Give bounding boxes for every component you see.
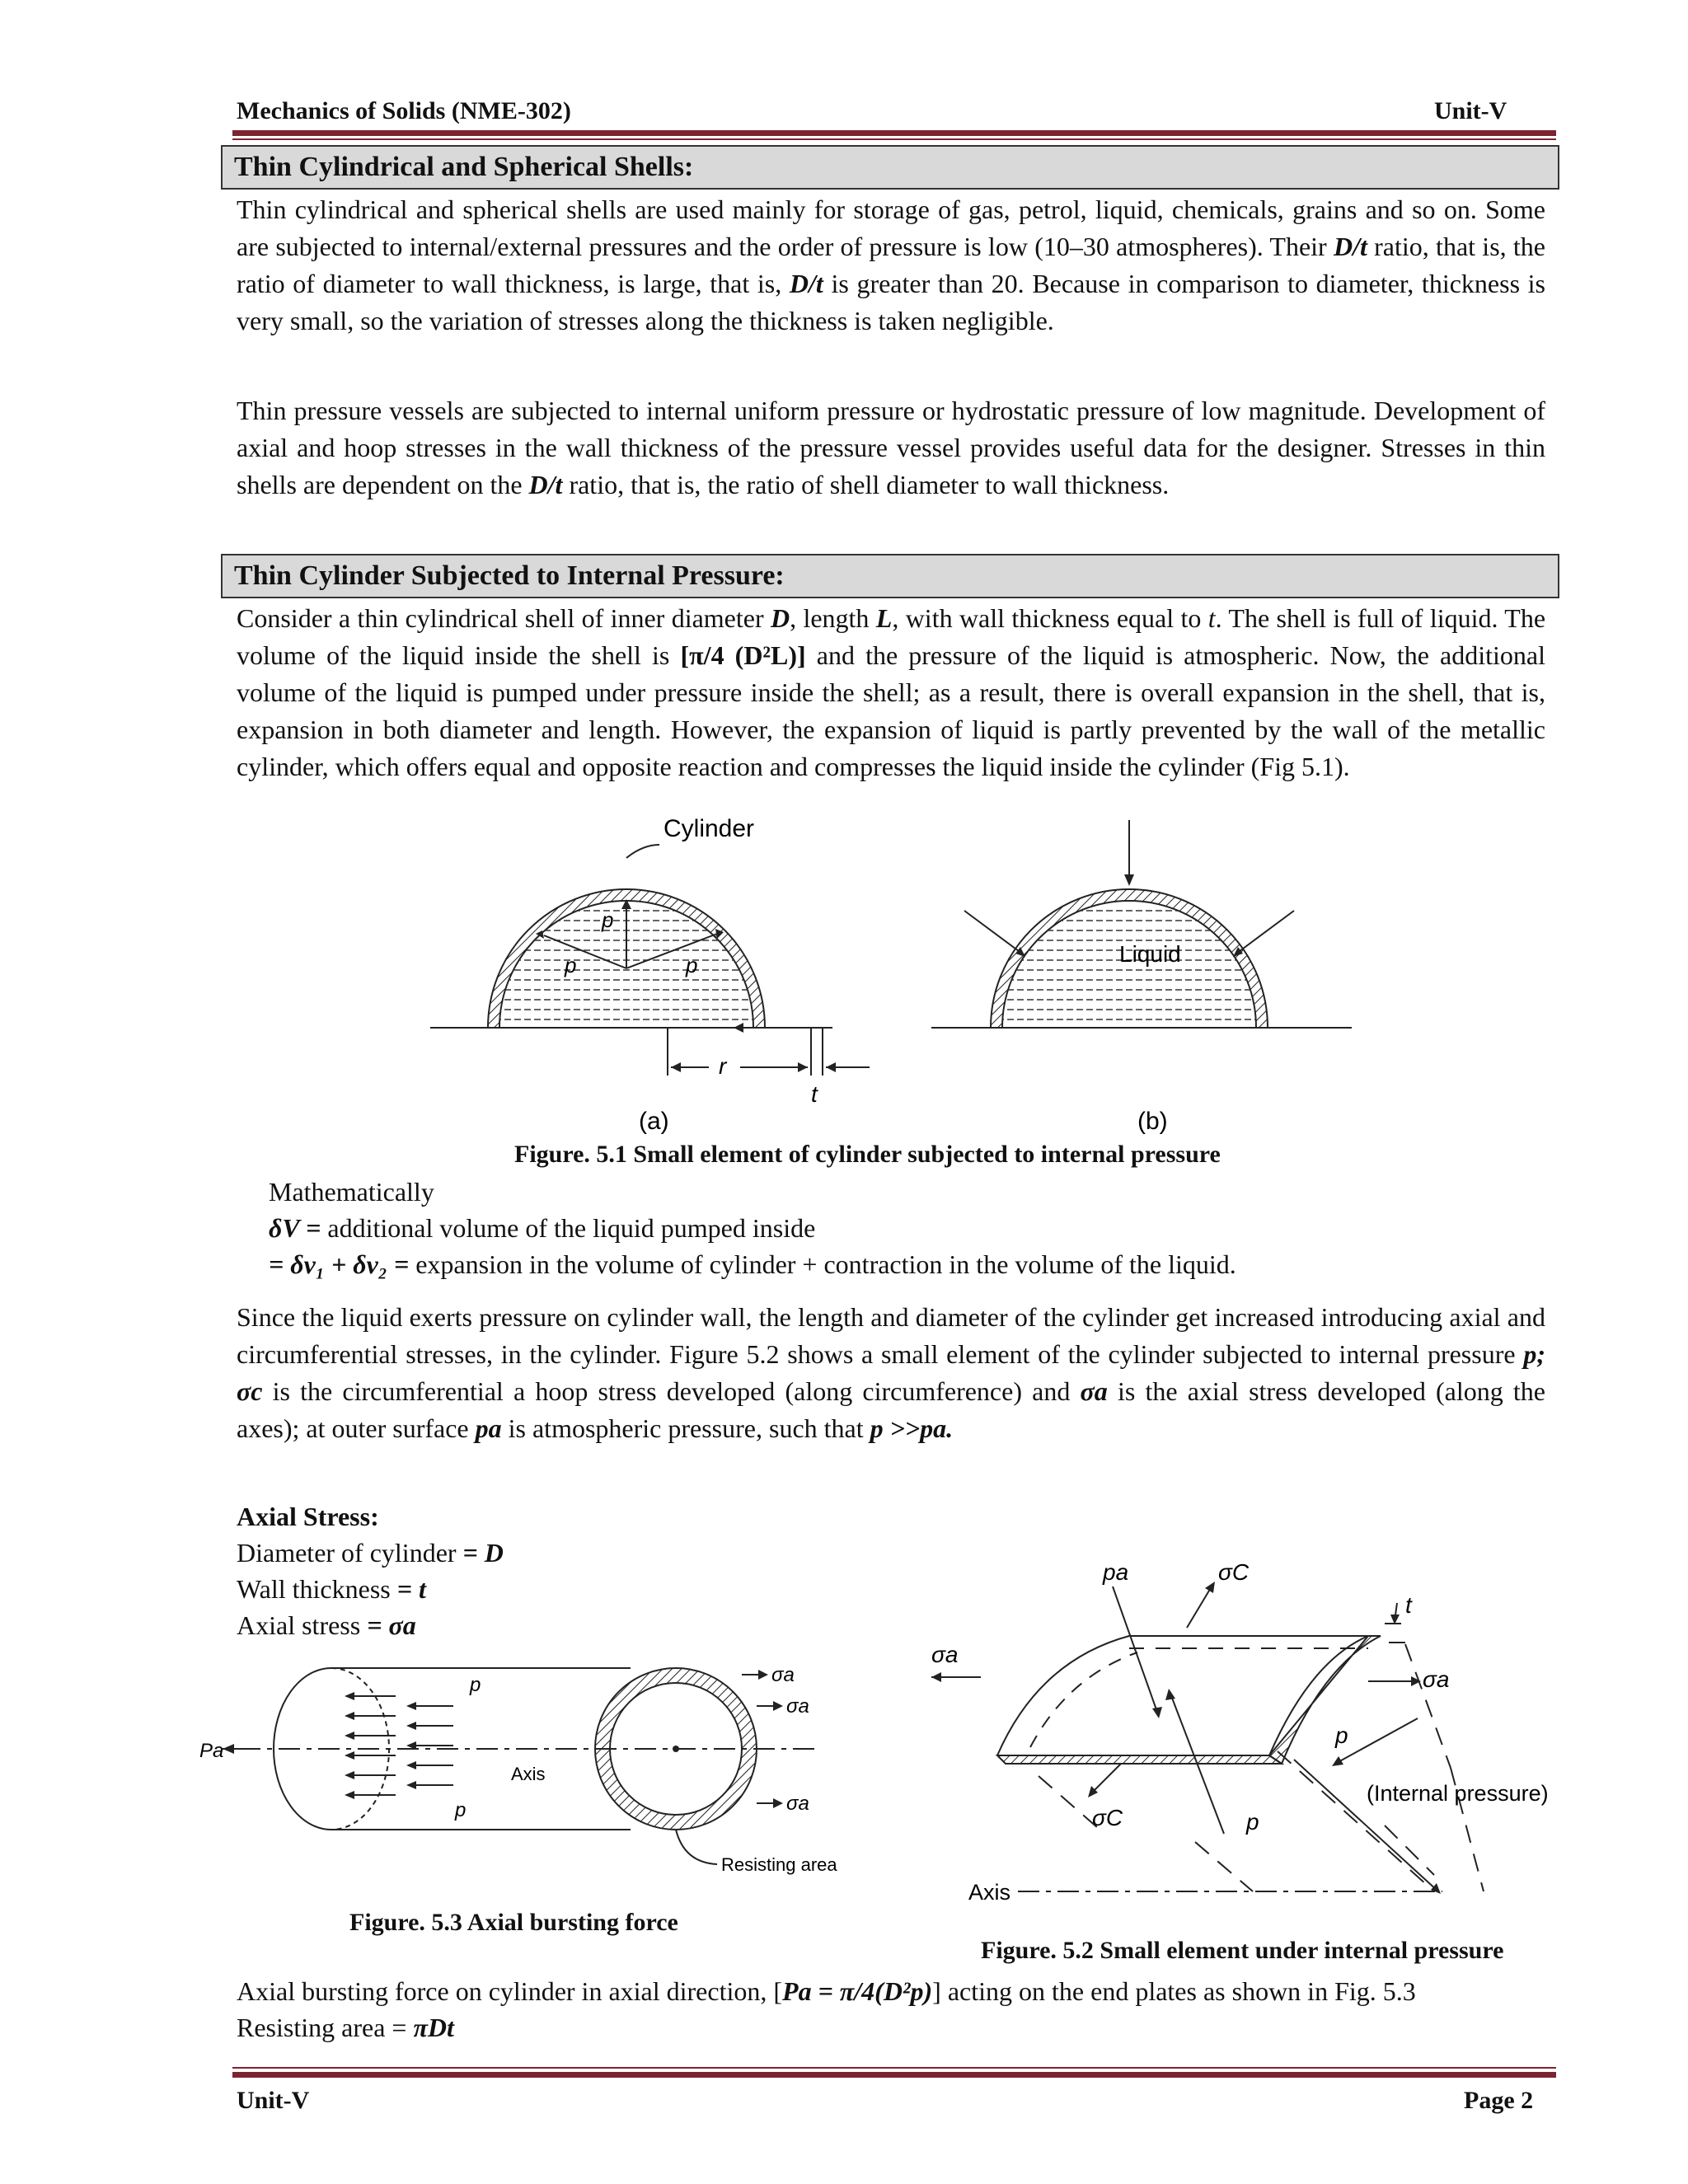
caption-fig-5-1: Figure. 5.1 Small element of cylinder subjected to internal pressure (514, 1141, 1221, 1168)
label-sigma-a-53: σa (771, 1664, 795, 1686)
label-p-right: p (1335, 1722, 1348, 1748)
axial-stress: Axial stress = σa (237, 1610, 416, 1640)
svg-text:σa: σa (786, 1695, 809, 1718)
svg-text:p: p (470, 1674, 481, 1696)
footer-rule (232, 2072, 1556, 2078)
svg-text:p: p (455, 1799, 467, 1821)
caption-fig-5-2: Figure. 5.2 Small element under internal pressure (981, 1937, 1504, 1964)
math-intro: Mathematically (269, 1177, 434, 1207)
math-line-1: δV = additional volume of the liquid pumped inside (269, 1213, 816, 1243)
label-sigma-c-top: σC (1218, 1562, 1250, 1585)
label-resisting-area: Resisting area (721, 1854, 837, 1875)
axial-diameter: Diameter of cylinder = D (237, 1538, 504, 1568)
label-a: (a) (639, 1108, 669, 1135)
section-title-internal-pressure: Thin Cylinder Subjected to Internal Pressure: (221, 554, 1559, 598)
svg-text:p: p (686, 953, 698, 977)
label-p-a: p (602, 907, 614, 932)
paragraph-stresses: Since the liquid exerts pressure on cylinder wall, the length and diameter of the cylinder get increased introducing axial and circumferential stresses, in the cylinder. Figure 5.2 shows a small element of the cylinder subjected to internal pressure p; σc is the circumferential a hoop stress developed (along circumference) and σa is the axial stress developed (along the axes); at outer surface pa is atmospheric pressure, such that p >>pa. (237, 1302, 1546, 1443)
header-title: Mechanics of Solids (NME-302) (237, 97, 571, 124)
header-unit: Unit-V (1434, 97, 1507, 124)
figure-5-1 (420, 812, 1368, 1141)
section-title-shells: Thin Cylindrical and Spherical Shells: (221, 145, 1559, 190)
axial-heading: Axial Stress: (237, 1502, 379, 1531)
header-rule (232, 130, 1556, 136)
header-rule-thin (232, 138, 1556, 140)
label-cylinder: Cylinder (663, 815, 755, 842)
paragraph-intro: Thin cylindrical and spherical shells are used mainly for storage of gas, petrol, liquid, chemicals, grains and so on. Some are subjected to internal/external pressures and the order of pressure is low (10–30 atmospheres). Their D/t ratio, that is, the ratio of diameter to wall thickness, is large, that is, D/t is greater than 20. Because in comparison to diameter, thickness is very small, so the variation of stresses along the thickness is taken negligible. (237, 194, 1546, 335)
caption-fig-5-3: Figure. 5.3 Axial bursting force (349, 1909, 678, 1936)
label-axis-52: Axis (968, 1880, 1011, 1905)
label-b: (b) (1137, 1108, 1168, 1135)
axial-thickness: Wall thickness = t (237, 1574, 426, 1604)
label-r: r (719, 1053, 727, 1079)
math-line-2: = δv₁ + δv₂ = expansion in the volume of cylinder + contraction in the volume of the liquid. (269, 1249, 1236, 1279)
resisting-area: Resisting area = πDt (237, 2013, 454, 2042)
paragraph-thin-cylinder: Consider a thin cylindrical shell of inner diameter D, length L, with wall thickness equal to t. The shell is full of liquid. The volume of the liquid inside the shell is [π/4 (D²L)] and the pressure of the liquid is atmospheric. Now, the additional volume of the liquid is pumped under pressure inside the shell; as a result, there is overall expansion in the shell, that is, expansion in both diameter and length. However, the expansion of liquid is partly prevented by the wall of the metallic cylinder, which offers equal and opposite reaction and compresses the liquid inside the cylinder (Fig 5.1). (237, 603, 1546, 781)
figure-5-3 (190, 1657, 865, 1896)
paragraph-pressure-vessels: Thin pressure vessels are subjected to internal uniform pressure or hydrostatic pressure of low magnitude. Development of axial and hoop stresses in the wall thickness of the pressure vessel provides useful data for the designer. Stresses in thin shells are dependent on the D/t ratio, that is, the ratio of shell diameter to wall thickness. (237, 396, 1545, 499)
label-sigma-a-52: σa (931, 1642, 959, 1667)
label-t: t (811, 1081, 818, 1107)
label-internal-pressure: (Internal pressure) (1367, 1781, 1549, 1806)
figure-5-2 (923, 1562, 1574, 1924)
svg-text:σa: σa (786, 1793, 809, 1815)
footer-rule-thin (232, 2067, 1556, 2069)
svg-text:p: p (565, 953, 577, 977)
footer-page-number: Page 2 (1464, 2087, 1534, 2114)
label-pa-53: Pa (199, 1740, 224, 1762)
label-pa-52: pa (1103, 1562, 1129, 1585)
label-axis-53: Axis (511, 1764, 546, 1784)
label-p-bottom: p (1246, 1809, 1259, 1835)
label-liquid: Liquid (1119, 941, 1181, 967)
footer-unit: Unit-V (237, 2087, 310, 2114)
axial-bursting-force: Axial bursting force on cylinder in axial direction, [Pa = π/4(D²p)] acting on the end plates as shown in Fig. 5.3 (237, 1976, 1416, 2006)
label-t-52: t (1405, 1592, 1412, 1618)
svg-text:σa: σa (1423, 1666, 1450, 1692)
label-sigma-c-bottom: σC (1092, 1805, 1123, 1830)
